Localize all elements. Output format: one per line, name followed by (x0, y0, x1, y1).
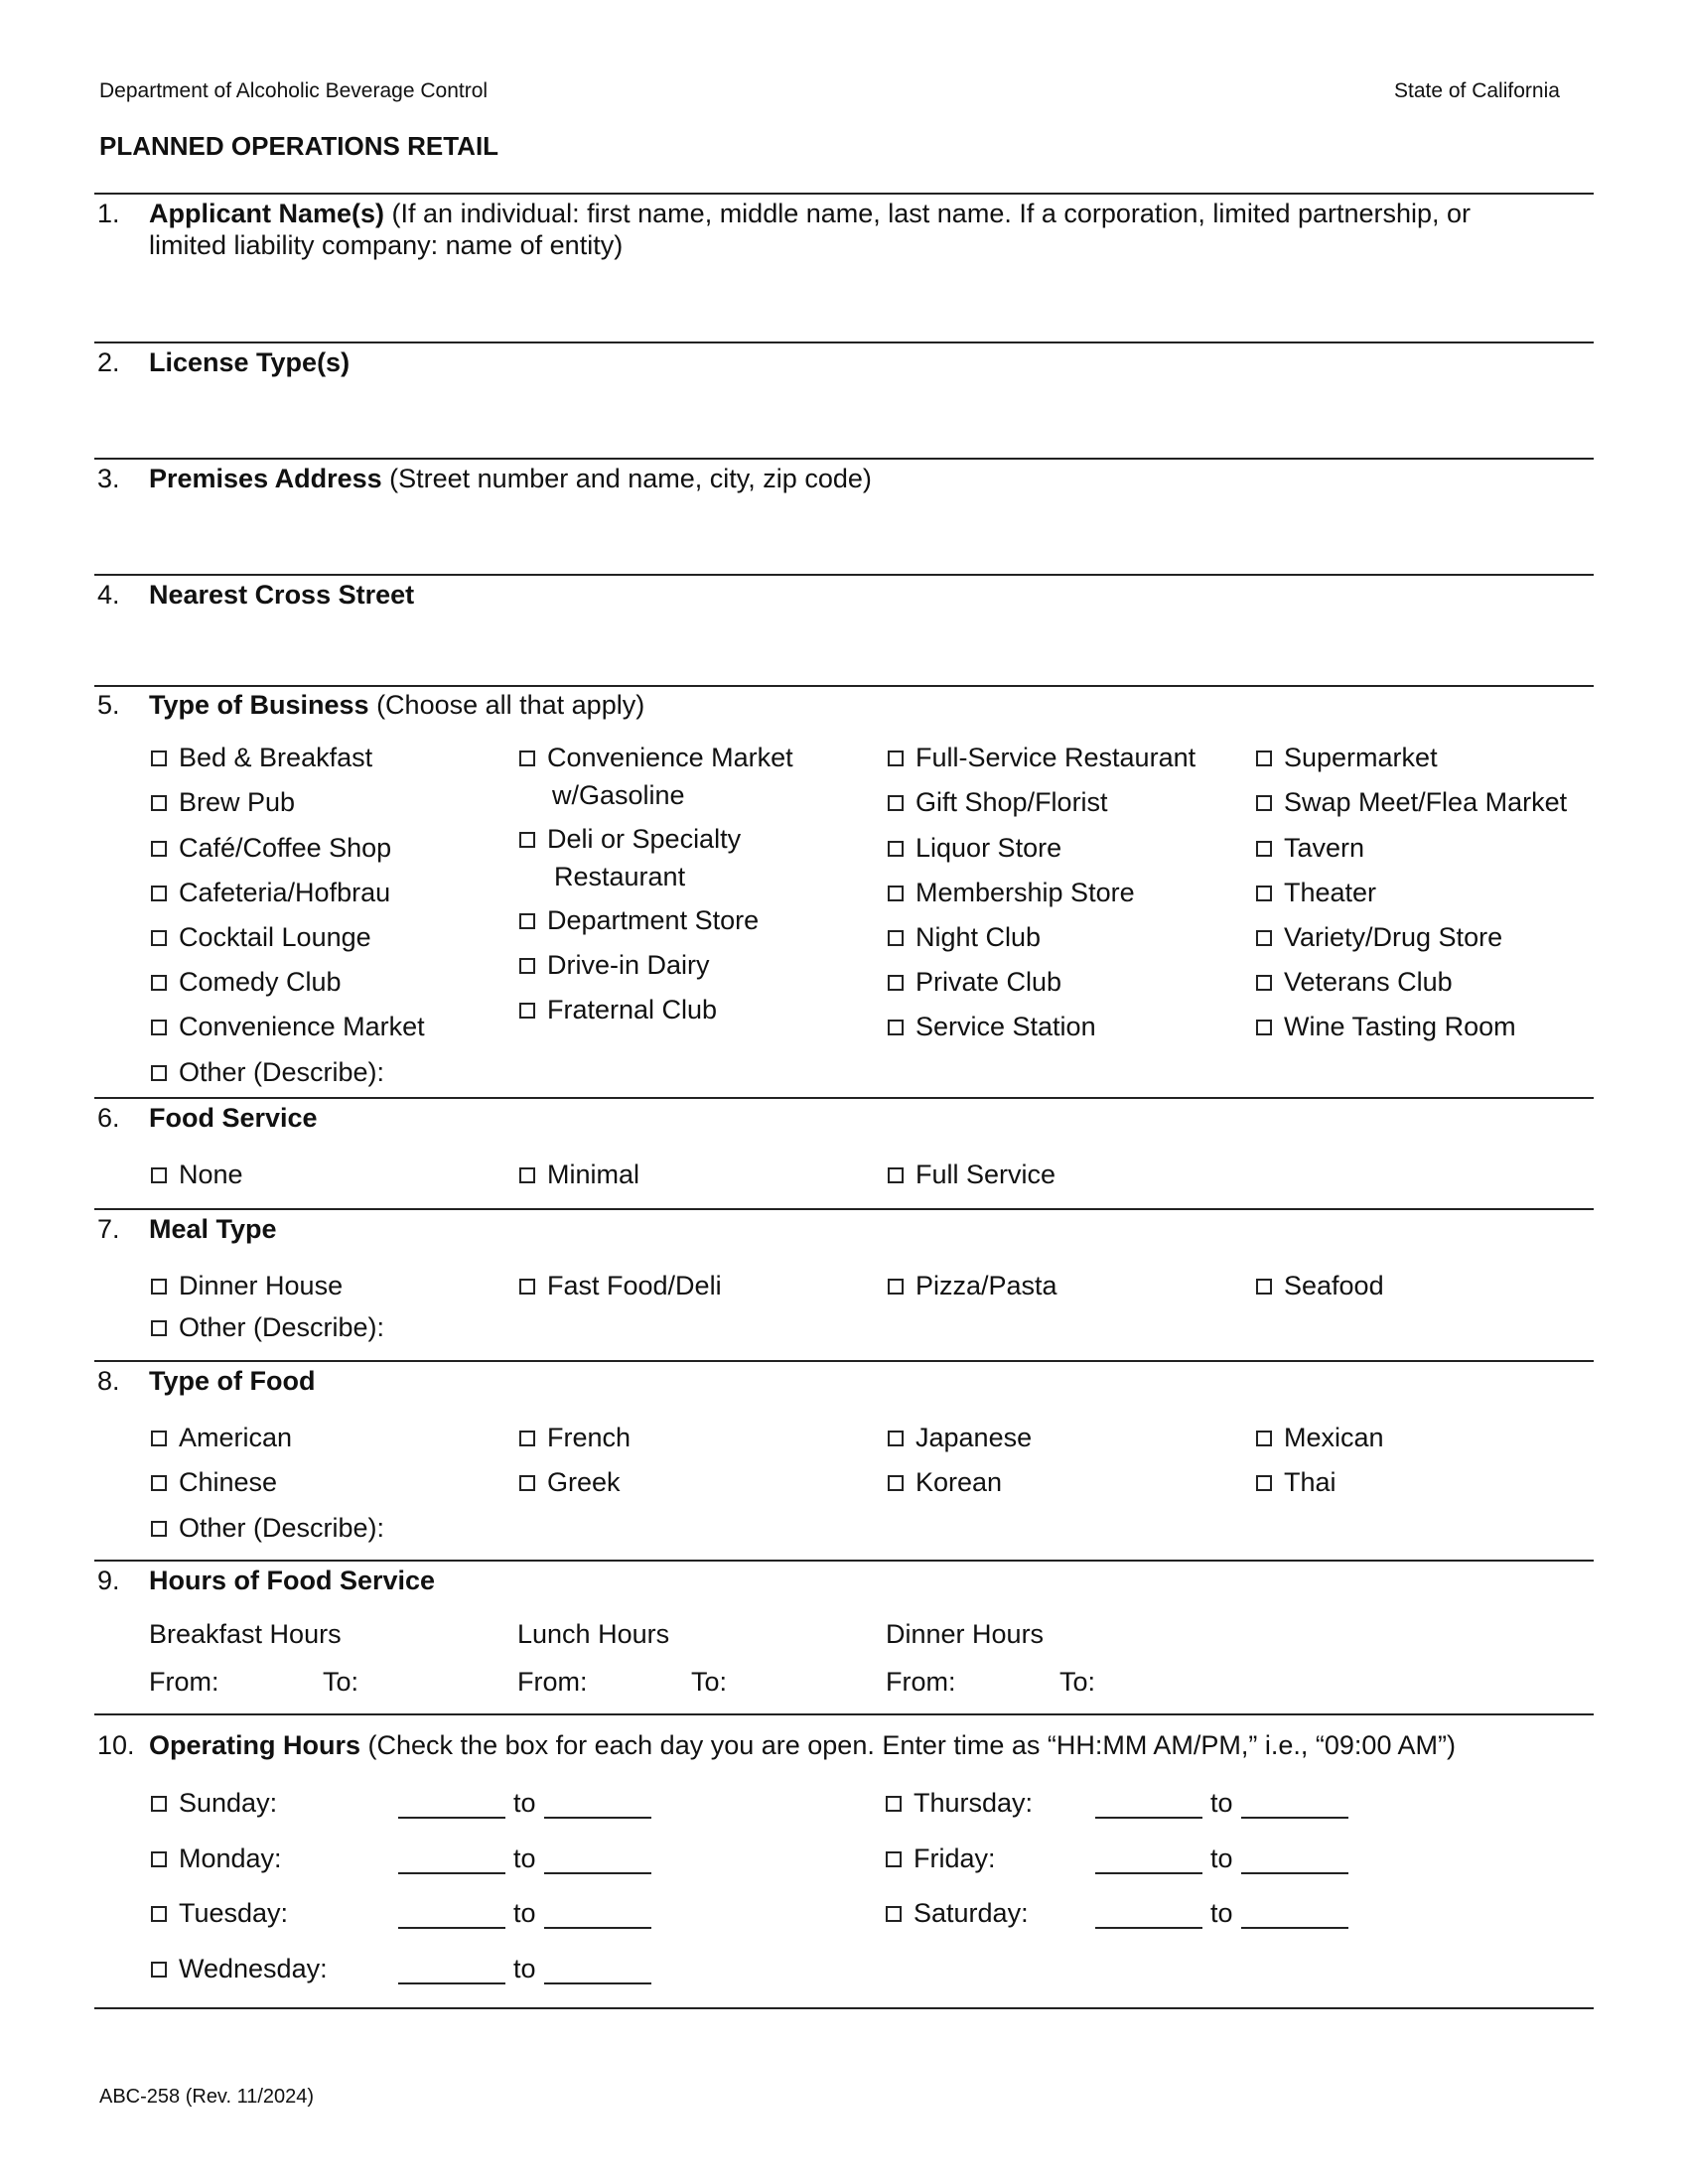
cafeteria-hofbrau-checkbox[interactable]: Cafeteria/Hofbrau (151, 878, 390, 908)
to-label: to (513, 1788, 536, 1818)
divider (94, 1208, 1594, 1210)
swap-meet-checkbox[interactable]: Swap Meet/Flea Market (1256, 787, 1567, 818)
checkbox-icon[interactable] (519, 913, 535, 929)
checkbox-icon[interactable] (151, 1279, 167, 1295)
checkbox-icon[interactable] (151, 1796, 167, 1812)
checkbox-icon[interactable] (151, 795, 167, 811)
full-service-restaurant-checkbox[interactable]: Full-Service Restaurant (888, 743, 1196, 773)
veterans-club-checkbox[interactable]: Veterans Club (1256, 967, 1453, 998)
checkbox-icon[interactable] (519, 1279, 535, 1295)
convenience-market-checkbox[interactable]: Convenience Market (151, 1012, 425, 1042)
checkbox-icon[interactable] (519, 1167, 535, 1183)
q9-label: Hours of Food Service (149, 1566, 436, 1595)
greek-checkbox[interactable]: Greek (519, 1467, 621, 1498)
fraternal-club-checkbox[interactable]: Fraternal Club (519, 995, 717, 1025)
form-number: ABC-258 (Rev. 11/2024) (99, 2086, 315, 2108)
checkbox-icon[interactable] (151, 841, 167, 857)
drive-in-dairy-checkbox[interactable]: Drive-in Dairy (519, 950, 710, 981)
saturday-open-time[interactable] (1095, 1927, 1202, 1929)
dinner-house-checkbox[interactable]: Dinner House (151, 1271, 343, 1301)
wednesday-open-time[interactable] (398, 1982, 505, 1984)
q1-number: 1. (97, 199, 120, 228)
food-other-checkbox[interactable]: Other (Describe): (151, 1513, 384, 1544)
checkbox-icon[interactable] (151, 886, 167, 901)
variety-drug-store-checkbox[interactable]: Variety/Drug Store (1256, 922, 1502, 953)
q3-number: 3. (97, 464, 120, 493)
q3-label: Premises Address (Street number and name, city, zip code) (149, 464, 872, 493)
gift-shop-florist-checkbox[interactable]: Gift Shop/Florist (888, 787, 1108, 818)
form-title: PLANNED OPERATIONS RETAIL (99, 131, 499, 161)
checkbox-icon[interactable] (151, 975, 167, 991)
checkbox-icon[interactable] (888, 795, 904, 811)
pizza-pasta-checkbox[interactable]: Pizza/Pasta (888, 1271, 1057, 1301)
checkbox-icon[interactable] (888, 1431, 904, 1446)
divider (94, 685, 1594, 687)
q6-number: 6. (97, 1103, 120, 1133)
divider (94, 2007, 1594, 2009)
saturday-checkbox[interactable]: Saturday: (886, 1898, 1029, 1929)
checkbox-icon[interactable] (519, 1431, 535, 1446)
q8-label: Type of Food (149, 1366, 316, 1396)
checkbox-icon[interactable] (519, 832, 535, 848)
checkbox-icon[interactable] (519, 958, 535, 974)
checkbox-icon[interactable] (888, 1020, 904, 1035)
checkbox-icon[interactable] (888, 886, 904, 901)
lunch-hours-label: Lunch Hours (517, 1619, 670, 1649)
checkbox-icon[interactable] (519, 1003, 535, 1019)
checkbox-icon[interactable] (151, 1020, 167, 1035)
checkbox-icon[interactable] (1256, 1475, 1272, 1491)
bed-breakfast-checkbox[interactable]: Bed & Breakfast (151, 743, 372, 773)
brew-pub-checkbox[interactable]: Brew Pub (151, 787, 295, 818)
checkbox-icon[interactable] (519, 1475, 535, 1491)
night-club-checkbox[interactable]: Night Club (888, 922, 1041, 953)
dinner-from-label: From: (886, 1667, 956, 1697)
supermarket-checkbox[interactable]: Supermarket (1256, 743, 1438, 773)
food-minimal-checkbox[interactable]: Minimal (519, 1160, 639, 1190)
checkbox-icon[interactable] (1256, 1020, 1272, 1035)
convenience-market-gasoline-checkbox[interactable]: Convenience Market (519, 743, 793, 773)
membership-store-checkbox[interactable]: Membership Store (888, 878, 1135, 908)
checkbox-icon[interactable] (888, 975, 904, 991)
thursday-open-time[interactable] (1095, 1817, 1202, 1819)
checkbox-icon[interactable] (151, 930, 167, 946)
wednesday-close-time[interactable] (544, 1982, 651, 1984)
monday-close-time[interactable] (544, 1872, 651, 1874)
wednesday-checkbox[interactable]: Wednesday: (151, 1954, 328, 1984)
divider (94, 341, 1594, 343)
liquor-store-checkbox[interactable]: Liquor Store (888, 833, 1061, 864)
checkbox-icon[interactable] (888, 841, 904, 857)
friday-close-time[interactable] (1241, 1872, 1348, 1874)
breakfast-from-label: From: (149, 1667, 219, 1697)
breakfast-hours-label: Breakfast Hours (149, 1619, 342, 1649)
tavern-checkbox[interactable]: Tavern (1256, 833, 1364, 864)
option-continuation: Restaurant (554, 862, 686, 891)
checkbox-icon[interactable] (151, 1906, 167, 1922)
deli-specialty-checkbox[interactable]: Deli or Specialty (519, 824, 741, 855)
dinner-to-label: To: (1059, 1667, 1096, 1697)
checkbox-icon[interactable] (886, 1796, 902, 1812)
theater-checkbox[interactable]: Theater (1256, 878, 1376, 908)
checkbox-icon[interactable] (151, 1431, 167, 1446)
japanese-checkbox[interactable]: Japanese (888, 1423, 1032, 1453)
checkbox-icon[interactable] (888, 1279, 904, 1295)
american-checkbox[interactable]: American (151, 1423, 292, 1453)
french-checkbox[interactable]: French (519, 1423, 631, 1453)
to-label: to (513, 1954, 536, 1983)
q10-number: 10. (97, 1730, 135, 1760)
to-label: to (513, 1843, 536, 1873)
checkbox-icon[interactable] (888, 751, 904, 766)
friday-open-time[interactable] (1095, 1872, 1202, 1874)
thursday-checkbox[interactable]: Thursday: (886, 1788, 1033, 1819)
to-label: to (513, 1898, 536, 1928)
checkbox-icon[interactable] (1256, 930, 1272, 946)
checkbox-icon[interactable] (151, 1962, 167, 1978)
checkbox-icon[interactable] (151, 1521, 167, 1537)
comedy-club-checkbox[interactable]: Comedy Club (151, 967, 342, 998)
mexican-checkbox[interactable]: Mexican (1256, 1423, 1384, 1453)
checkbox-icon[interactable] (519, 751, 535, 766)
q2-label: License Type(s) (149, 347, 351, 377)
wine-tasting-room-checkbox[interactable]: Wine Tasting Room (1256, 1012, 1516, 1042)
q9-number: 9. (97, 1566, 120, 1595)
to-label: to (1210, 1843, 1233, 1873)
meal-other-checkbox[interactable]: Other (Describe): (151, 1312, 384, 1343)
friday-checkbox[interactable]: Friday: (886, 1843, 996, 1874)
q8-number: 8. (97, 1366, 120, 1396)
monday-checkbox[interactable]: Monday: (151, 1843, 282, 1874)
checkbox-icon[interactable] (1256, 975, 1272, 991)
checkbox-icon[interactable] (1256, 1279, 1272, 1295)
divider (94, 1360, 1594, 1362)
to-label: to (1210, 1898, 1233, 1928)
cafe-coffee-shop-checkbox[interactable]: Café/Coffee Shop (151, 833, 391, 864)
divider (94, 1713, 1594, 1715)
korean-checkbox[interactable]: Korean (888, 1467, 1002, 1498)
q7-number: 7. (97, 1214, 120, 1244)
seafood-checkbox[interactable]: Seafood (1256, 1271, 1384, 1301)
checkbox-icon[interactable] (1256, 795, 1272, 811)
thai-checkbox[interactable]: Thai (1256, 1467, 1336, 1498)
q7-label: Meal Type (149, 1214, 277, 1244)
option-continuation: w/Gasoline (552, 780, 685, 810)
food-full-service-checkbox[interactable]: Full Service (888, 1160, 1055, 1190)
divider (94, 1097, 1594, 1099)
to-label: to (1210, 1788, 1233, 1818)
checkbox-icon[interactable] (151, 1851, 167, 1867)
tuesday-open-time[interactable] (398, 1927, 505, 1929)
cocktail-lounge-checkbox[interactable]: Cocktail Lounge (151, 922, 371, 953)
food-none-checkbox[interactable]: None (151, 1160, 243, 1190)
checkbox-icon[interactable] (886, 1851, 902, 1867)
monday-open-time[interactable] (398, 1872, 505, 1874)
q5-label: Type of Business (Choose all that apply) (149, 690, 645, 720)
divider (94, 1560, 1594, 1562)
department-store-checkbox[interactable]: Department Store (519, 905, 759, 936)
chinese-checkbox[interactable]: Chinese (151, 1467, 277, 1498)
checkbox-icon[interactable] (151, 1475, 167, 1491)
thursday-close-time[interactable] (1241, 1817, 1348, 1819)
checkbox-icon[interactable] (888, 930, 904, 946)
lunch-to-label: To: (691, 1667, 728, 1697)
breakfast-to-label: To: (323, 1667, 359, 1697)
dinner-hours-label: Dinner Hours (886, 1619, 1045, 1649)
lunch-from-label: From: (517, 1667, 588, 1697)
q5-number: 5. (97, 690, 120, 720)
q6-label: Food Service (149, 1103, 318, 1133)
checkbox-icon[interactable] (1256, 1431, 1272, 1446)
divider (94, 193, 1594, 195)
checkbox-icon[interactable] (888, 1167, 904, 1183)
checkbox-icon[interactable] (151, 1320, 167, 1336)
sunday-checkbox[interactable]: Sunday: (151, 1788, 277, 1819)
checkbox-icon[interactable] (1256, 841, 1272, 857)
state-name: State of California (1394, 79, 1560, 102)
divider (94, 458, 1594, 460)
saturday-close-time[interactable] (1241, 1927, 1348, 1929)
sunday-open-time[interactable] (398, 1817, 505, 1819)
department-name: Department of Alcoholic Beverage Control (99, 79, 489, 102)
sunday-close-time[interactable] (544, 1817, 651, 1819)
service-station-checkbox[interactable]: Service Station (888, 1012, 1096, 1042)
checkbox-icon[interactable] (888, 1475, 904, 1491)
checkbox-icon[interactable] (886, 1906, 902, 1922)
q4-label: Nearest Cross Street (149, 580, 415, 610)
q1-label: Applicant Name(s) (If an individual: first name, middle name, last name. If a corporation, limited partnership, or (149, 199, 1472, 228)
business-other-checkbox[interactable]: Other (Describe): (151, 1057, 384, 1088)
private-club-checkbox[interactable]: Private Club (888, 967, 1061, 998)
checkbox-icon[interactable] (151, 751, 167, 766)
fast-food-deli-checkbox[interactable]: Fast Food/Deli (519, 1271, 722, 1301)
divider (94, 574, 1594, 576)
q2-number: 2. (97, 347, 120, 377)
tuesday-close-time[interactable] (544, 1927, 651, 1929)
checkbox-icon[interactable] (1256, 751, 1272, 766)
checkbox-icon[interactable] (151, 1065, 167, 1081)
checkbox-icon[interactable] (1256, 886, 1272, 901)
q1-instruction: limited liability company: name of entity) (149, 230, 624, 260)
q10-label: Operating Hours (Check the box for each day you are open. Enter time as “HH:MM AM/PM,” i.e., “09:00 AM”) (149, 1730, 1456, 1760)
tuesday-checkbox[interactable]: Tuesday: (151, 1898, 288, 1929)
q4-number: 4. (97, 580, 120, 610)
checkbox-icon[interactable] (151, 1167, 167, 1183)
